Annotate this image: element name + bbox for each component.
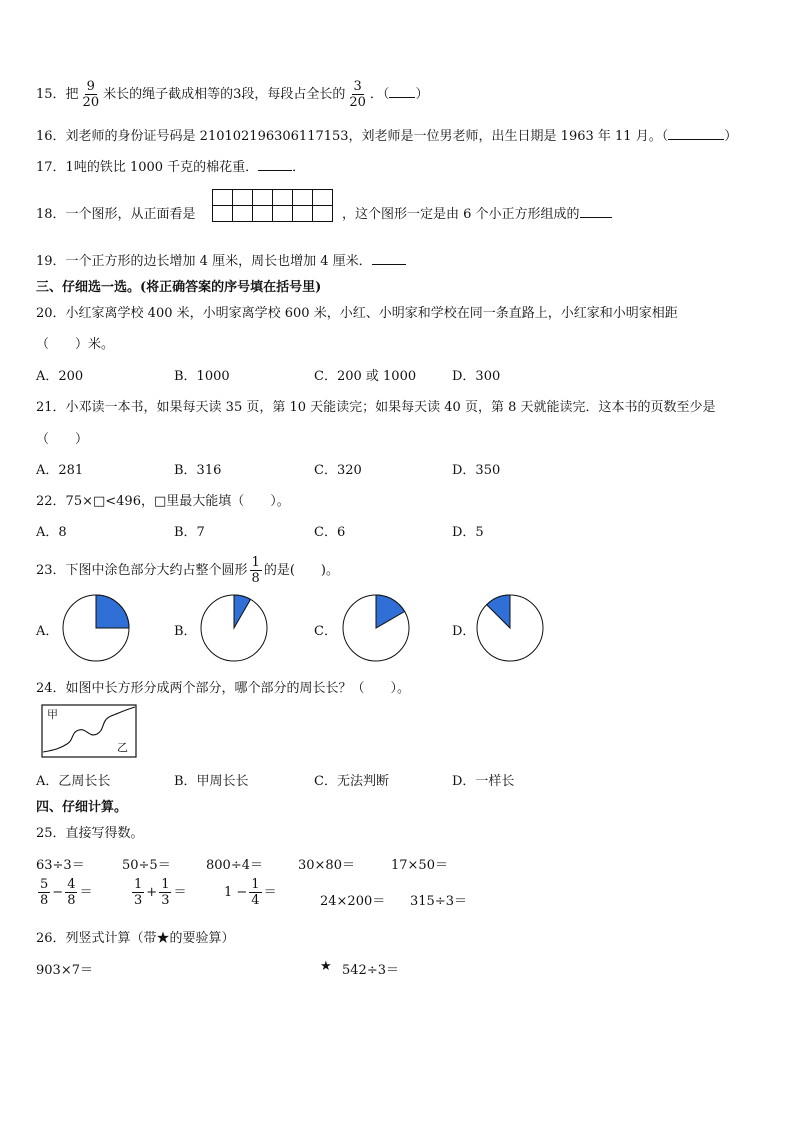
calc-item: 24×200＝	[320, 894, 386, 909]
section-heading: 三、仔细选一选。(将正确答案的序号填在括号里)	[36, 280, 322, 295]
calc-item: 50÷5＝	[122, 858, 171, 873]
option-b[interactable]: B．1000	[174, 369, 230, 384]
calc-item-fraction: $\frac{5}{8}$ − $\frac{4}{8}$ ＝	[40, 877, 93, 908]
fraction: $\frac{3}{20}$	[349, 79, 366, 110]
option-a[interactable]: A．乙周长长	[36, 774, 111, 789]
calc-item: 542÷3＝	[342, 963, 399, 978]
answer-blank[interactable]	[372, 264, 406, 265]
question-16: 16．刘老师的身份证号码是 210102196306117153，刘老师是一位男老师，出生日期是 1963 年 11 月。（ ）	[36, 129, 738, 144]
option-c[interactable]: C．无法判断	[314, 774, 389, 789]
fraction: $\frac{1}{8}$	[251, 555, 260, 586]
star-icon: ★	[320, 959, 332, 974]
answer-blank[interactable]	[389, 97, 415, 98]
label-jia: 甲	[47, 708, 58, 721]
fraction: $\frac{9}{20}$	[82, 79, 100, 110]
option-d[interactable]: D．	[452, 624, 476, 639]
option-d[interactable]: D．300	[452, 369, 501, 384]
option-d[interactable]: D．5	[452, 525, 484, 540]
calc-item: 315÷3＝	[410, 894, 467, 909]
answer-blank[interactable]	[258, 170, 292, 171]
question-21-bracket: （ ）	[36, 432, 89, 447]
question-21: 21．小邓读一本书，如果每天读 35 页，第 10 天能读完；如果每天读 40 页，第 8 天就能读完．这本书的页数至少是	[36, 400, 716, 415]
question-23: 23．下图中涂色部分大约占整个圆形 $\frac{1}{8}$ 的是( )。	[36, 555, 339, 586]
question-19: 19．一个正方形的边长增加 4 厘米，周长也增加 4 厘米．	[36, 250, 406, 269]
calc-item-fraction: 1 − $\frac{1}{4}$ ＝	[224, 877, 277, 908]
question-18-end: ，这个图形一定是由 6 个小正方形组成的	[342, 203, 612, 222]
question-15: 15．把 $\frac{9}{20}$ 米长的绳子截成相等的3段，每段占全长的 $\frac{3}{20}$ ．（ ）	[36, 79, 429, 110]
option-c[interactable]: C．200 或 1000	[314, 369, 417, 384]
question-25: 25．直接写得数。	[36, 826, 144, 841]
question-24: 24．如图中长方形分成两个部分，哪个部分的周长长？（ ）。	[36, 681, 411, 696]
option-b[interactable]: B．316	[174, 463, 222, 478]
pie-option-b[interactable]	[198, 592, 270, 664]
pie-option-a[interactable]	[60, 592, 132, 664]
question-17: 17．1吨的铁比 1000 千克的棉花重． ．	[36, 160, 306, 175]
option-b[interactable]: B．7	[174, 525, 205, 540]
question-22: 22．75×□<496，□里最大能填（ ）。	[36, 494, 290, 509]
question-20-bracket: （ ）米。	[36, 337, 115, 352]
answer-blank[interactable]	[580, 217, 612, 218]
question-18: 18．一个图形，从正面看是	[36, 207, 196, 222]
option-c[interactable]: C．320	[314, 463, 362, 478]
option-b[interactable]: B．甲周长长	[174, 774, 249, 789]
pie-option-c[interactable]	[340, 592, 412, 664]
option-d[interactable]: D．一样长	[452, 774, 515, 789]
front-view-grid	[212, 189, 333, 222]
pie-option-d[interactable]	[474, 592, 546, 664]
option-a[interactable]: A．200	[36, 369, 84, 384]
option-a[interactable]: A．	[36, 624, 59, 639]
question-20: 20．小红家离学校 400 米，小明家离学校 600 米，小红、小明家和学校在同一条直路上，小红家和小明家相距	[36, 306, 678, 321]
section-heading: 四、仔细计算。	[36, 800, 128, 815]
option-d[interactable]: D．350	[452, 463, 501, 478]
calc-item: 17×50＝	[391, 858, 448, 873]
option-c[interactable]: C．6	[314, 525, 346, 540]
calc-item: 63÷3＝	[36, 858, 85, 873]
option-b[interactable]: B．	[174, 624, 197, 639]
calc-item: 800÷4＝	[206, 858, 263, 873]
calc-item: 903×7＝	[36, 963, 93, 978]
answer-blank[interactable]	[668, 139, 724, 140]
option-c[interactable]: C．	[314, 624, 337, 639]
calc-item-fraction: $\frac{1}{3}$ + $\frac{1}{3}$ ＝	[134, 877, 187, 908]
option-a[interactable]: A．281	[36, 463, 84, 478]
option-a[interactable]: A．8	[36, 525, 67, 540]
calc-item: 30×80＝	[298, 858, 355, 873]
label-yi: 乙	[117, 741, 128, 754]
question-26: 26．列竖式计算（带★的要验算）	[36, 931, 235, 946]
